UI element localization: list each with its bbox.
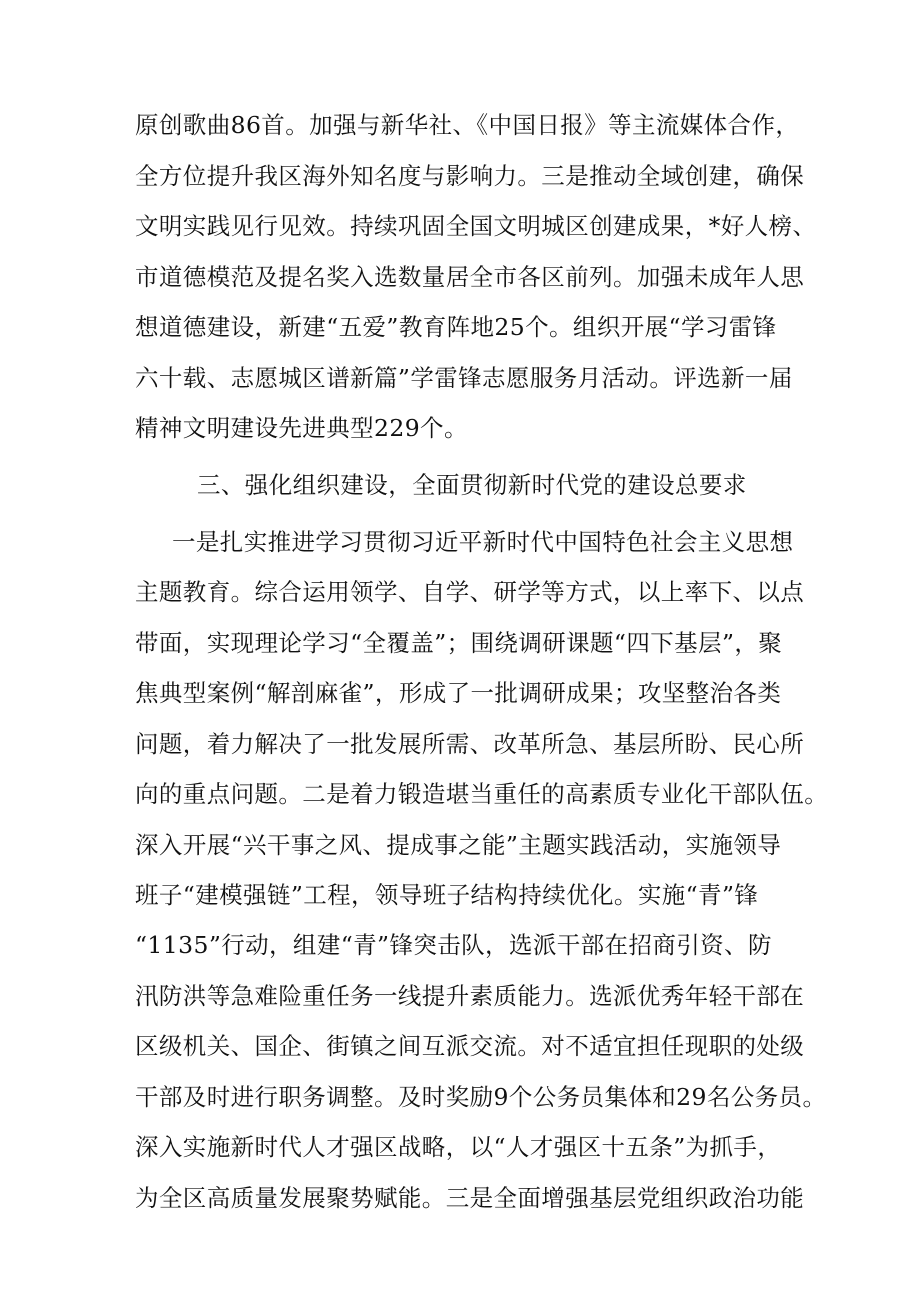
paragraph-line: 六十载、志愿城区谱新篇”学雷锋志愿服务月活动。评选新一届	[135, 364, 793, 392]
paragraph-line: 向的重点问题。二是着力锻造堪当重任的高素质专业化干部队伍。	[135, 780, 829, 808]
paragraph-line: 想道德建设，新建“五爱”教育阵地25个。组织开展“学习雷锋	[135, 313, 777, 341]
paragraph-line: 市道德模范及提名奖入选数量居全市各区前列。加强未成年人思	[135, 263, 805, 291]
paragraph-line: 干部及时进行职务调整。及时奖励9个公务员集体和29名公务员。	[135, 1083, 827, 1111]
paragraph-line: 区级机关、国企、街镇之间互派交流。对不适宜担任现职的处级	[135, 1032, 805, 1060]
paragraph-line: 焦典型案例“解剖麻雀”，形成了一批调研成果；攻坚整治各类	[135, 679, 782, 707]
paragraph-line: 班子“建模强链”工程，领导班子结构持续优化。实施“青”锋	[135, 881, 759, 909]
paragraph-line: 一是扎实推进学习贯彻习近平新时代中国特色社会主义思想	[172, 528, 794, 556]
paragraph-line: 为全区高质量发展聚势赋能。三是全面增强基层党组织政治功能	[135, 1184, 805, 1212]
paragraph-line: 带面，实现理论学习“全覆盖”；围绕调研课题“四下基层”，聚	[135, 629, 783, 657]
paragraph-line: 文明实践见行见效。持续巩固全国文明城区创建成果，*好人榜、	[135, 212, 817, 240]
paragraph-line: 问题，着力解决了一批发展所需、改革所急、基层所盼、民心所	[135, 730, 805, 758]
paragraph-line: 汛防洪等急难险重任务一线提升素质能力。选派优秀年轻干部在	[135, 982, 805, 1010]
paragraph-line: 深入开展“兴干事之风、提成事之能”主题实践活动，实施领导	[135, 831, 782, 859]
paragraph-line: 精神文明建设先进典型229个。	[135, 414, 468, 442]
paragraph-line: 深入实施新时代人才强区战略，以“人才强区十五条”为抓手，	[135, 1133, 782, 1161]
paragraph-line: 原创歌曲86首。加强与新华社、《中国日报》等主流媒体合作，	[135, 111, 800, 139]
section-heading: 三、强化组织建设，全面贯彻新时代党的建设总要求	[197, 471, 747, 499]
paragraph-line: “1135”行动，组建“青”锋突击队，选派干部在招商引资、防	[135, 931, 772, 959]
paragraph-line: 主题教育。综合运用领学、自学、研学等方式，以上率下、以点	[135, 578, 805, 606]
paragraph-line: 全方位提升我区海外知名度与影响力。三是推动全域创建，确保	[135, 162, 805, 190]
